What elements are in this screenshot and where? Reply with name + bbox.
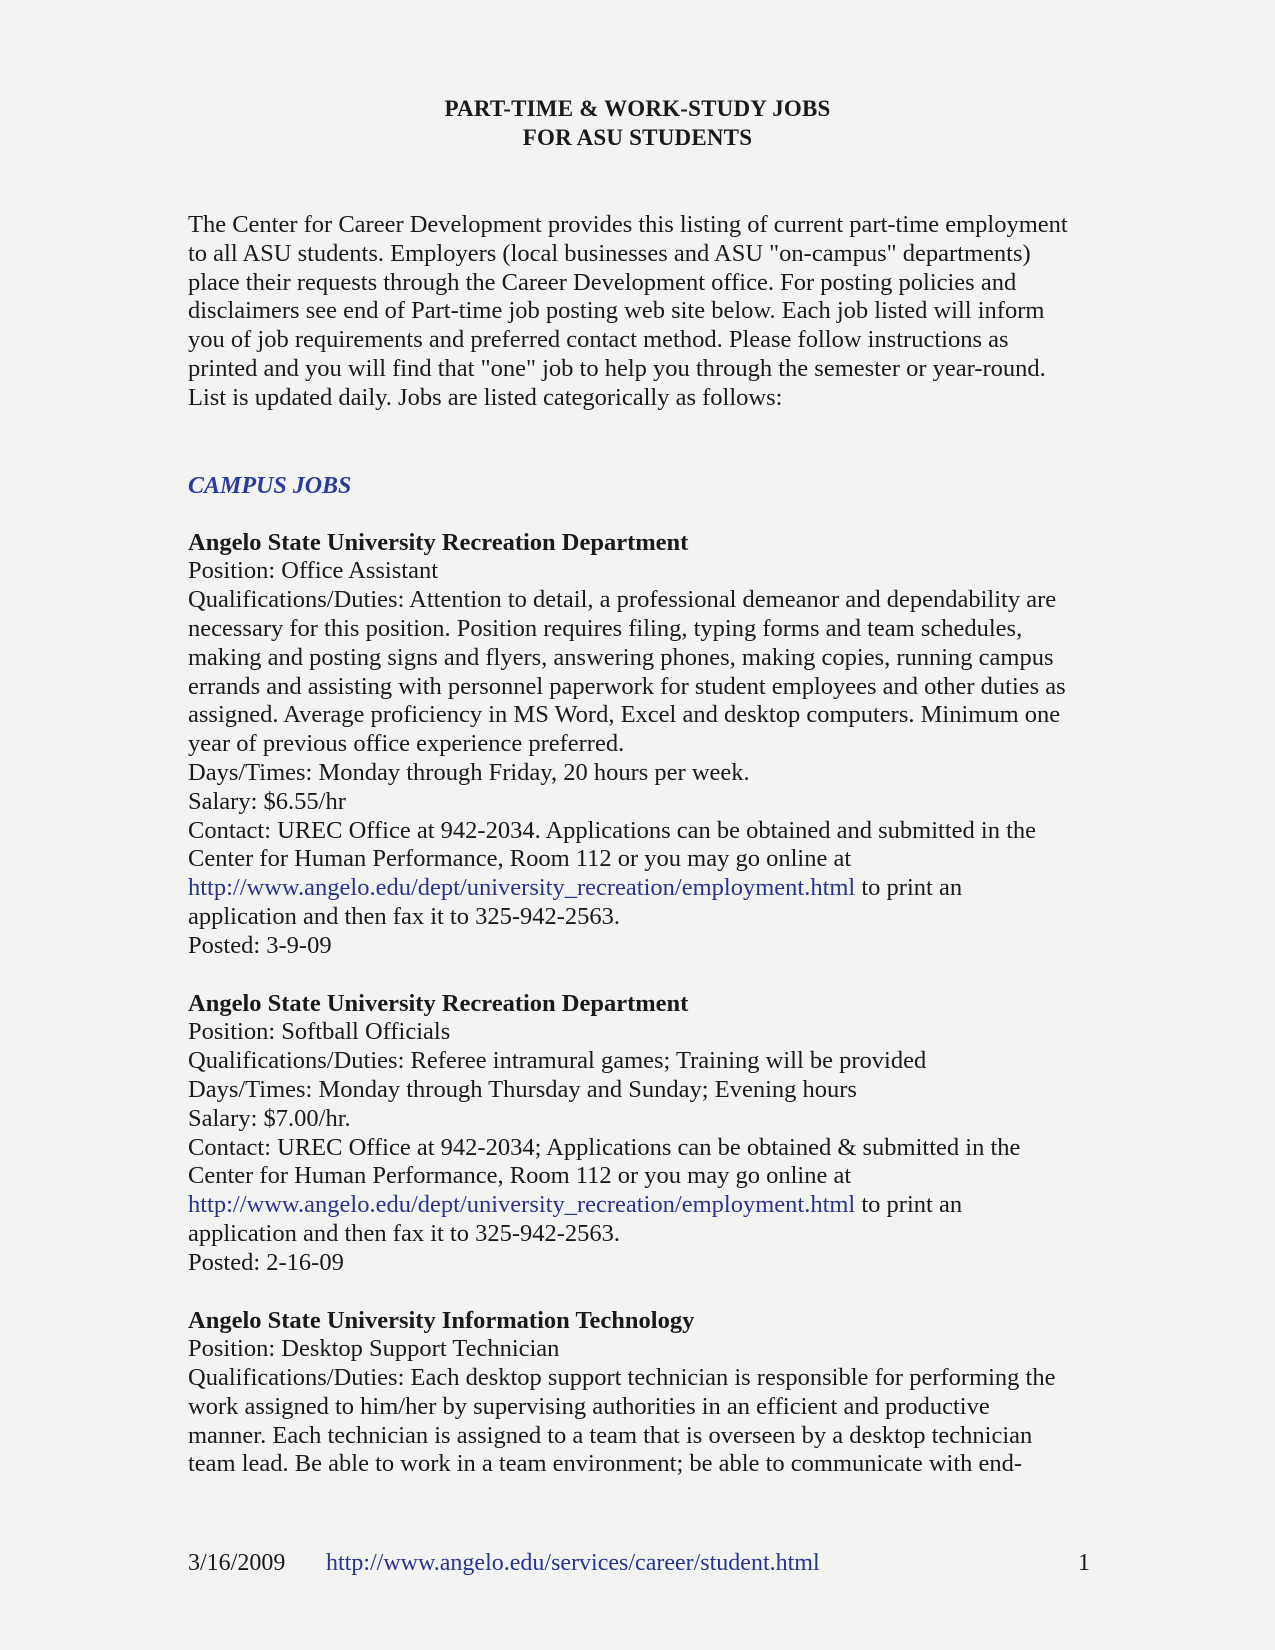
job-contact-link-line <box>188 1191 1108 1220</box>
title-line-2: FOR ASU STUDENTS <box>522 125 753 150</box>
job-duties-line: assigned. Average proficiency in MS Word, Excel and desktop computers. Minimum one <box>188 701 1061 729</box>
job-contact-line: Contact: UREC Office at 942-2034; Applications can be obtained & submitted in the <box>188 1133 1021 1161</box>
job-duties-line: necessary for this position. Position requires filing, typing forms and team schedules, <box>188 614 1023 642</box>
job-contact-line: application and then fax it to 325-942-2563. <box>188 1219 621 1247</box>
employment-link[interactable]: http://www.angelo.edu/dept/university_recreation/employment.html <box>188 1191 856 1219</box>
intro-line: to all ASU students. Employers (local businesses and ASU "on-campus" departments) <box>188 239 1031 267</box>
title-line-1: PART-TIME & WORK-STUDY JOBS <box>444 96 831 121</box>
intro-line: disclaimers see end of Part-time job posting web site below. Each job listed will inform <box>188 297 1045 325</box>
job-duties-line: Qualifications/Duties: Each desktop support technician is responsible for performing the <box>188 1364 1056 1392</box>
footer-date: 3/16/2009 <box>188 1550 286 1576</box>
job-position: Position: Desktop Support Technician <box>188 1335 560 1363</box>
job-duties-line: work assigned to him/her by supervising authorities in an efficient and productive <box>188 1392 990 1420</box>
job-contact-line: Center for Human Performance, Room 112 or you may go online at <box>188 1162 852 1190</box>
job-duties-line: making and posting signs and flyers, answering phones, making copies, running campus <box>188 643 1054 671</box>
section-heading-campus-jobs: CAMPUS JOBS <box>188 472 352 499</box>
job-duties-line: year of previous office experience preferred. <box>188 730 625 758</box>
intro-line: place their requests through the Career Development office. For posting policies and <box>188 268 1017 296</box>
job-contact-line: Contact: UREC Office at 942-2034. Applications can be obtained and submitted in the <box>188 816 1037 844</box>
job-contact-line: Center for Human Performance, Room 112 or you may go online at <box>188 845 852 873</box>
job-duties-line: manner. Each technician is assigned to a team that is overseen by a desktop technician <box>188 1421 1033 1449</box>
job-posted-date: Posted: 3-9-09 <box>188 931 332 959</box>
intro-paragraph <box>188 211 1108 413</box>
job-duties-line: Qualifications/Duties: Attention to detail, a professional demeanor and dependability are <box>188 586 1057 614</box>
page-title <box>0 94 1275 152</box>
job-salary: Salary: $6.55/hr <box>188 787 346 815</box>
job-listing <box>188 990 1108 1278</box>
job-days: Days/Times: Monday through Thursday and Sunday; Evening hours <box>188 1075 857 1103</box>
job-employer: Angelo State University Recreation Department <box>188 528 689 556</box>
job-position: Position: Office Assistant <box>188 557 439 585</box>
job-contact-line: application and then fax it to 325-942-2563. <box>188 902 621 930</box>
intro-line: you of job requirements and preferred contact method. Please follow instructions as <box>188 326 1009 354</box>
page-number: 1 <box>1078 1550 1090 1576</box>
job-listing <box>188 1307 1108 1480</box>
job-days: Days/Times: Monday through Friday, 20 hours per week. <box>188 758 750 786</box>
intro-line: printed and you will find that "one" job to help you through the semester or year-round. <box>188 354 1046 382</box>
document-body <box>188 211 1108 1479</box>
job-posted-date: Posted: 2-16-09 <box>188 1248 344 1276</box>
intro-line: List is updated daily. Jobs are listed categorically as follows: <box>188 383 783 411</box>
job-position: Position: Softball Officials <box>188 1018 451 1046</box>
job-salary: Salary: $7.00/hr. <box>188 1104 351 1132</box>
job-duties-line: team lead. Be able to work in a team environment; be able to communicate with end- <box>188 1450 1023 1478</box>
link-suffix: to print an <box>855 1191 963 1219</box>
job-duties-line: Qualifications/Duties: Referee intramural games; Training will be provided <box>188 1047 927 1075</box>
intro-line: The Center for Career Development provides this listing of current part-time employment <box>188 211 1068 238</box>
job-listing <box>188 529 1108 961</box>
link-suffix: to print an <box>855 874 963 902</box>
employment-link[interactable]: http://www.angelo.edu/dept/university_recreation/employment.html <box>188 874 856 902</box>
job-employer: Angelo State University Recreation Department <box>188 989 689 1017</box>
job-employer: Angelo State University Information Technology <box>188 1306 695 1334</box>
job-duties-line: errands and assisting with personnel paperwork for student employees and other duties as <box>188 672 1066 700</box>
job-contact-link-line <box>188 874 1108 903</box>
footer-url-link[interactable]: http://www.angelo.edu/services/career/student.html <box>326 1550 820 1576</box>
